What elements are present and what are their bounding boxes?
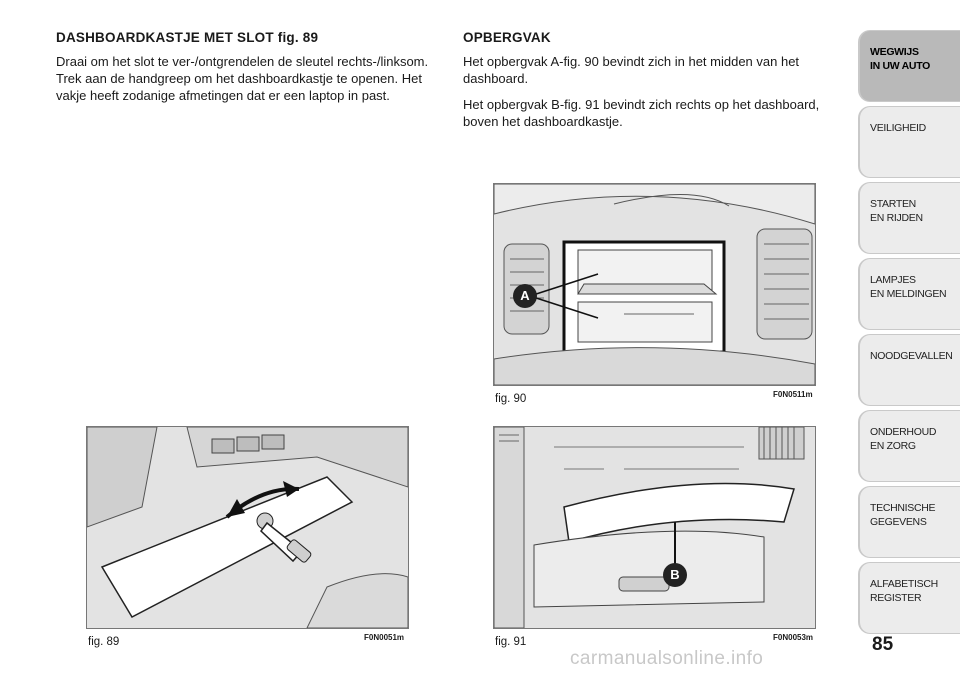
tab-label: REGISTER bbox=[870, 592, 922, 604]
tab-label: NOODGEVALLEN bbox=[870, 350, 953, 362]
tab-label: VEILIGHEID bbox=[870, 122, 926, 134]
tab-veiligheid[interactable] bbox=[858, 106, 960, 178]
tab-label: GEGEVENS bbox=[870, 516, 927, 528]
tab-label: ALFABETISCH bbox=[870, 578, 938, 590]
tab-label: WEGWIJS bbox=[870, 46, 919, 58]
figure-90-illustration bbox=[493, 183, 816, 386]
label-b-marker: B bbox=[663, 563, 687, 587]
watermark: carmanualsonline.info bbox=[570, 648, 764, 669]
tab-label: TECHNISCHE bbox=[870, 502, 936, 514]
tab-label: ONDERHOUD bbox=[870, 426, 937, 438]
page-number: 85 bbox=[872, 634, 894, 655]
tab-wegwijs[interactable] bbox=[858, 30, 960, 102]
tab-label: EN ZORG bbox=[870, 440, 916, 452]
storage-heading: OPBERGVAK bbox=[463, 30, 551, 45]
right-column bbox=[463, 30, 843, 139]
tab-noodgevallen[interactable] bbox=[858, 334, 960, 406]
tab-lampjes[interactable] bbox=[858, 258, 960, 330]
tab-label: EN RIJDEN bbox=[870, 212, 923, 224]
tab-label: IN UW AUTO bbox=[870, 60, 930, 72]
figure-89-caption: fig. 89 bbox=[88, 636, 120, 648]
storage-paragraph-a: Het opbergvak A-fig. 90 bevindt zich in het midden van het dashboard. bbox=[463, 54, 800, 86]
tab-label: LAMPJES bbox=[870, 274, 916, 286]
figure-91-caption: fig. 91 bbox=[495, 636, 527, 648]
chapter-tabs bbox=[858, 30, 960, 638]
glovebox-paragraph: Draai om het slot te ver-/ontgrendelen de sleutel rechts-/linksom. Trek aan de handgreep om het dashboardkastje te openen. Het vakje heeft zodanige afmetingen dat er een laptop in past. bbox=[56, 54, 429, 103]
tab-label: STARTEN bbox=[870, 198, 916, 210]
figure-91-illustration bbox=[493, 426, 816, 629]
tab-alfabetisch[interactable] bbox=[858, 562, 960, 634]
storage-paragraph-b: Het opbergvak B-fig. 91 bevindt zich rechts op het dashboard, boven het dashboardkastje. bbox=[463, 97, 820, 129]
tab-onderhoud[interactable] bbox=[858, 410, 960, 482]
tab-starten[interactable] bbox=[858, 182, 960, 254]
tab-technische[interactable] bbox=[858, 486, 960, 558]
figure-90-code: F0N0511m bbox=[773, 390, 813, 399]
left-column bbox=[56, 30, 436, 113]
figure-91-code: F0N0053m bbox=[773, 633, 814, 642]
label-a-marker: A bbox=[513, 284, 537, 308]
glovebox-heading: DASHBOARDKASTJE MET SLOT fig. 89 bbox=[56, 30, 319, 45]
figure-89-illustration bbox=[86, 426, 409, 629]
figure-90-caption: fig. 90 bbox=[495, 393, 527, 405]
tab-label: EN MELDINGEN bbox=[870, 288, 947, 300]
figure-89-code: F0N0051m bbox=[364, 633, 405, 642]
